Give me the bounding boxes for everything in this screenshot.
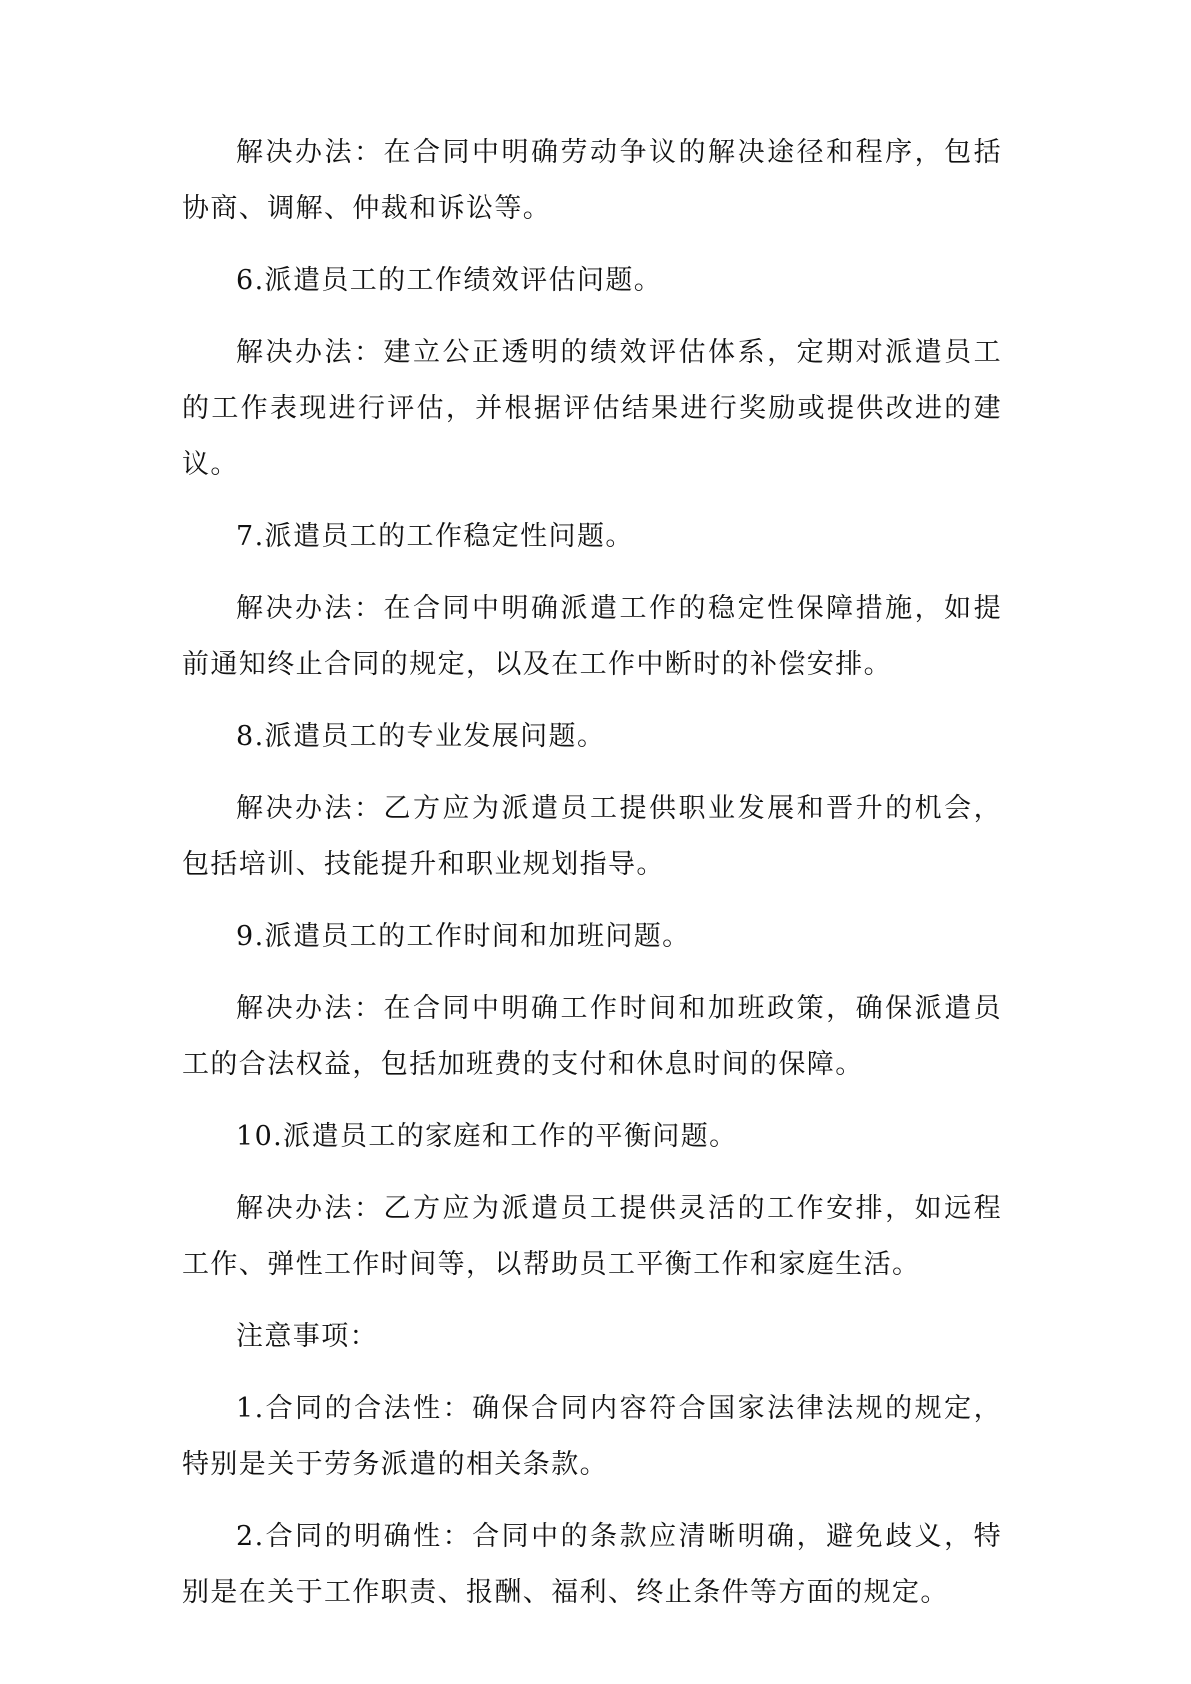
item-heading-10: 10.派遣员工的家庭和工作的平衡问题。 [236,1121,738,1152]
paragraph-balance-solution: 解决办法：乙方应为派遣员工提供灵活的工作安排，如远程工作、弹性工作时间等，以帮助员工平衡工作和家庭生活。 [182,1193,1002,1280]
item-heading-8: 8.派遣员工的专业发展问题。 [236,721,606,752]
item-heading-6: 6.派遣员工的工作绩效评估问题。 [236,265,663,296]
paragraph-worktime-solution: 解决办法：在合同中明确工作时间和加班政策，确保派遣员工的合法权益，包括加班费的支付和休息时间的保障。 [182,993,1002,1080]
paragraph-performance-solution: 解决办法：建立公正透明的绩效评估体系，定期对派遣员工的工作表现进行评估，并根据评估结果进行奖励或提供改进的建议。 [182,337,1002,480]
note-item-2: 2.合同的明确性：合同中的条款应清晰明确，避免歧义，特别是在关于工作职责、报酬、福利、终止条件等方面的规定。 [182,1521,1002,1608]
item-heading-9: 9.派遣员工的工作时间和加班问题。 [236,921,691,952]
item-heading-7: 7.派遣员工的工作稳定性问题。 [236,521,634,552]
document-body [182,125,1002,1637]
paragraph-dispute-solution: 解决办法：在合同中明确劳动争议的解决途径和程序，包括协商、调解、仲裁和诉讼等。 [182,137,1002,224]
notes-heading: 注意事项： [236,1321,378,1352]
paragraph-development-solution: 解决办法：乙方应为派遣员工提供职业发展和晋升的机会，包括培训、技能提升和职业规划指导。 [182,793,1002,880]
note-item-1: 1.合同的合法性：确保合同内容符合国家法律法规的规定，特别是关于劳务派遣的相关条款。 [182,1393,1002,1480]
paragraph-stability-solution: 解决办法：在合同中明确派遣工作的稳定性保障措施，如提前通知终止合同的规定，以及在工作中断时的补偿安排。 [182,593,1002,680]
